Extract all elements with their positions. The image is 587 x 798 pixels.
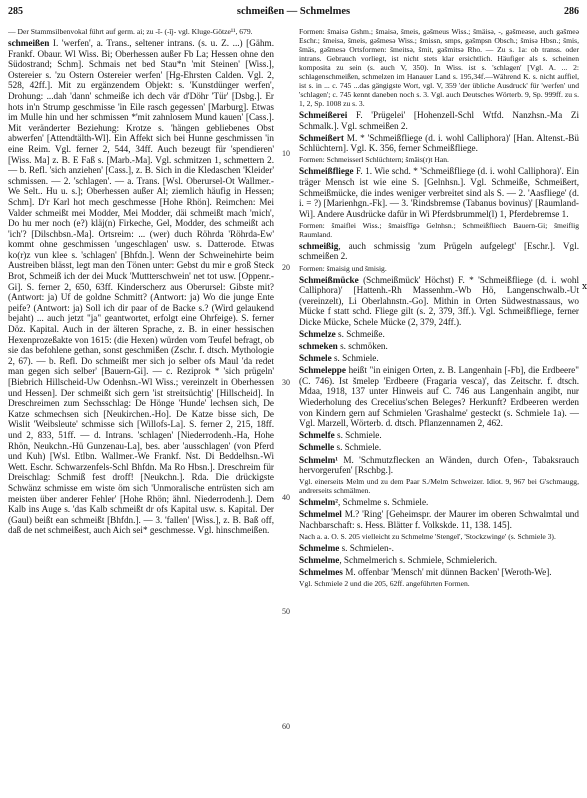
dictionary-entry bbox=[299, 455, 579, 476]
note-paragraph bbox=[299, 532, 579, 541]
headword: Schmelme bbox=[299, 555, 340, 566]
dictionary-entry bbox=[8, 38, 274, 536]
dictionary-entry bbox=[299, 275, 579, 328]
line-number: 50 bbox=[282, 607, 290, 616]
entry-text: M. * 'Schmeißfliege (d. i. wohl Calliphora)' [Han. Altenst.-Bü Schlüchtern]. Vgl. K. 356, ferner Schmeißfliege. bbox=[299, 132, 579, 154]
entry-text: Formen: Schmeisserl Schlüchtern; šmāis(r)t Han. bbox=[299, 155, 449, 165]
note-paragraph bbox=[299, 579, 579, 588]
dictionary-entry bbox=[299, 329, 579, 340]
entry-text: s. Schmiele. bbox=[334, 430, 382, 441]
headword: Schmeißert bbox=[299, 132, 344, 143]
headword: Schmelmel bbox=[299, 509, 342, 520]
entry-text: F. 'Prügelei' [Hohenzell-Schl Wtfd. Nanzhsn.-Ma Zi Schmalk.]. Vgl. schmeißen 2. bbox=[299, 110, 579, 131]
dictionary-entry bbox=[299, 365, 579, 429]
right-column bbox=[299, 26, 579, 796]
note-paragraph bbox=[299, 477, 579, 495]
entry-text: s. Schmiele. bbox=[334, 442, 382, 453]
entry-text: M. 'Schmutzflecken an Wänden, durch Ofen-, Tabaksrauch hervorgerufen' [Rschbg.]. bbox=[299, 454, 579, 476]
headword: schmeißig bbox=[299, 240, 339, 251]
entry-text: F. 1. Wie schd. * 'Schmeißfliege (d. i. wohl Calliphora)'. Ein träger Mensch ist wie eine S. [Gelnhsn.]. Vgl. Schmeiße, Schmeißert, Schmeißmücke, die indes weniger verbreitet sind als S. — 2. 'Aasfliege' (d. i. = ?) [Marienhgn.-Fk]. — 3. 'Rindsbremse (Tabanus bovinus)' [Raumland-Wi]. Andere Ausdrücke dafür in Wi Pferdsbrummel(l) 1, Pferdebremse 1. bbox=[299, 166, 579, 219]
note-paragraph bbox=[8, 27, 274, 36]
entry-text: Formen: šmaisə Gshm.; šmaisə, šmeis, gəšmeus Wiss.; šmäisə, -, gəšmeəse, auch gəšmeə Eschr.; šmeisə, šmeis, gəšmesə Wiss.; šmissn, smps, gəšmpsn Obsch.; šmisə Hbsn.; šmis, šmäs, gəšmesə Ortsformen: šmeitsə, šmit, gəšmitsə Rho. — Zu s. 1a: ob transs. oder intrans. Gebrauch vorliegt, ist nicht stets klar ersichtlich. Häufiger als s. scheinen komposita zu sein (s. auch V, 350). In Wiss. ist s. 'schlagen' [Vgl. A. ... 2: schlagenschmeißen, schmelzen im Hanauer Land s. 195,34f.—Während K. s. nicht auffiel, ist s. in ... c. 745 ...das gängigste Wort, vgl. V, 359 'der übliche Ausdruck' für 'werfen' und 'schlagen'; c. 745 kennt daneben noch s. 3. Vgl. auch Deutsches Wörterb. 9, Sp. 999ff. zu s. 1, 2, Sp. 1008 zu s. 3. bbox=[299, 27, 579, 108]
headword: Schmeißmücke bbox=[299, 274, 359, 285]
entry-text: heißt "in einigen Orten, z. B. Langenhain [-Fb], die Erdbeere" (C. 746). Ist šmelep 'Erdbeere (Fragaria vesca)', das Zeitschr. f. dtsch. Mdaa, 1918, 137 unter Hinweis auf C. 746 aus Langenhain angibt, nur Wiederholung des Crecelius'schen Beleges? Herkunft? Erdbeeren werden von Kindern gern auf Schmielen 'Grashalme' gesteckt (s. Schmiele 1a). — Vgl. Marzell, Wörterb. d. dtsch. Pflanzennamen 2, 462. bbox=[299, 365, 579, 429]
headword: Schmele bbox=[299, 353, 332, 364]
entry-text: — Der Stammsilbenvokal führt auf germ. ai; zu -ī- (-īj- vgl. Kluge-Götze¹¹, 679. bbox=[8, 27, 253, 36]
headword: schmeken bbox=[299, 341, 338, 352]
entry-text: , Schmelme s. Schmiele. bbox=[338, 497, 429, 508]
line-number: 40 bbox=[282, 493, 290, 502]
line-number: 30 bbox=[282, 378, 290, 387]
note-paragraph bbox=[299, 264, 579, 273]
dictionary-entry bbox=[299, 133, 579, 154]
headword: schmeißen bbox=[8, 38, 50, 48]
entry-text: s. Schmiele. bbox=[331, 353, 379, 364]
page-number-left: 285 bbox=[8, 6, 23, 17]
dictionary-entry bbox=[299, 353, 579, 364]
page-number-right: 286 bbox=[564, 6, 579, 17]
entry-text: s. Schmielen-. bbox=[339, 543, 394, 553]
dictionary-entry bbox=[299, 497, 579, 508]
entry-text: Nach a. a. O. S. 205 vielleicht zu Schmelme 'Stengel', 'Stockzwinge' (s. Schmiele 3). bbox=[299, 532, 556, 541]
entry-text: (Schmeißmück' Höchst) F. * 'Schmeißfliege (d. i. wohl Calliphora)' [Hattenh.-Rh Massenhm.-Wb Hö, Langenschwalb.-Ut (vereinzelt), Li Oberlahnstn.-Go]. Mithin in Orten Südwestnassaus, wo Mücke f statt schd. Fliege gilt (s. 2, 379, 3ff.). Vgl. Schmeißfliege, ferner Dicke Mücke, Schele Mücke (2, 379, 24ff.). bbox=[299, 274, 579, 327]
entry-text: , auch schmissig 'zum Prügeln aufgelegt' [Eschr.]. Vgl. schmeißen 2. bbox=[299, 240, 579, 262]
headword: Schmelm¹ bbox=[299, 454, 338, 465]
entry-text: M.? 'Ring' [Geheimspr. der Maurer im oberen Schwalmtal und Nachbarschaft: s. Hess. Blätter f. Volkskde. 11, 138. 145]. bbox=[299, 509, 579, 530]
entry-text: s. schmöken. bbox=[337, 341, 388, 352]
dictionary-entry bbox=[299, 430, 579, 441]
entry-text: Vgl. Schmiele 2 und die 205, 62ff. angeführten Formen. bbox=[299, 579, 470, 589]
note-paragraph bbox=[299, 221, 579, 239]
headword: Schmelze bbox=[299, 329, 336, 339]
entry-text: Formen: šmaisig und šmisig. bbox=[299, 263, 387, 273]
headword: Schmelm² bbox=[299, 497, 338, 508]
margin-mark: x bbox=[582, 282, 587, 292]
entry-text: M. offenbar 'Mensch' mit dünnen Backen' [Weroth-We]. bbox=[342, 567, 552, 578]
headword: Schmeißerei bbox=[299, 110, 348, 120]
dictionary-entry bbox=[299, 341, 579, 352]
line-number: 60 bbox=[282, 722, 290, 731]
headword: Schmelmes bbox=[299, 567, 343, 578]
dictionary-entry bbox=[299, 442, 579, 453]
headword: Schmelme bbox=[299, 543, 340, 553]
dictionary-entry bbox=[299, 555, 579, 566]
running-title: schmeißen — Schmelmes bbox=[236, 6, 351, 17]
line-number: 20 bbox=[282, 263, 290, 272]
entry-text: Formen: šmaiflei Wiss.; šmaisflīgə Gelnhsn.; Schmeißfliech Bauern-Gi; šmeiflig Raumland. bbox=[299, 220, 579, 239]
entry-text: s. Schmeiße. bbox=[335, 329, 385, 339]
headword: Schmeißfliege bbox=[299, 166, 354, 177]
dictionary-entry bbox=[299, 110, 579, 131]
note-paragraph bbox=[299, 27, 579, 108]
headword: Schmelfe bbox=[299, 430, 335, 441]
page-header bbox=[0, 6, 587, 22]
headword: Schmelle bbox=[299, 442, 335, 453]
entry-text: I. 'werfen', a. Trans., seltener intrans. (s. u. Z. ...) [Gähm. Frankf. Obaur. Wl Wiss. Bi; Oberhessen außer Fb La; Hessen ohne den Südostrand; Schm]. Schmais net bed Stau*n 'mit Steinen' [Wiss.], Ostereier s. 'zu Ostern Ostereier werfen' [Hg-Ehrsten Calden. Vgl. 2, 528, 42ff.]. Mit zu ergänzendem Objekt: s. 'Kunstdünger werfen', Drohung: ...dah 'dann' schmeiße ich dech vär d'Döhr 'Tür' [Dsbg.]. Er hots in'n Strump geschmisse 'in Eile rasch gegessen' [Marburg]. Etwas im Mulle hin und her schmissen *'mit zahnlosem Mund kauen' [Cass.]. Mit veränderter Beziehung: Krotze s. 'hängen gebliebenes Obst abwerfen' [Attendtälth-Wl]. Ein Affekt sich bei Hunne geschmissen 'in eine Reim. Vgl. ferner 2, 544, 34ff. Auch bezeugt für 'spendieren' [Wiss. Ma] z. B. E Faß s. [Marb.-Ma]. Vgl. schmitzen 1, schmettern 2. — b. Refl. 'sich anziehen' [Cass.], z. B. Sich in die Kledaschen 'Kleider' schmissen. — 2. 'schlagen'. — a. Trans. [Wsl. Oberursel-Ot Wallmer.-We Selt.. Hu u. s.]; Oberhessen außer Al; ziemlich häufig in Hessen; Schm]. D'r Karl hot mech geschmesse [Hohe Rhön]. Reimchen: Mei Valder schmeißt mei Modder, Mei Modder, däi schmeißt mach 'mich', Do hu mer noch (e?) kläj(n) Firkeche, Gel, Modder, des schmeißt ach 'ich'? [Dilschbsn.-Ma]. Ortsreim: ... (wer) duch Röhrda 'Röhrda-Ew' kommt ohne geschmissen 'ungeschlagen' usw. s. Datterode. Etwas ko(r)z vun klee s. 'schlagen' [Bhfdn.]. Wenn der Schweinehirte beim Austreiben blässt, legt man den Tönen unter: Gebst du mir e groß Steck Brot, Schmeiß ich der dei Muck 'Muttterschwein' net tot usw. [Oppenr.-Gi]. S. ferner 2, 650, 63ff. Kinderscherz aus Oberursel: Gibste mit? (Antwort: ja) Uf de goldne Schmitt? (Antwort: ja) Wo die junge Ente peife? (Antwort: ja) Soll ich dir paar of de Backe s.? (Wird gelaukend bejaht) ... auch jetzt "ja" geantwortet, erfolgt eine Ohrfeige). S. ferner Döz. Kapital. Auch in der älteren Sprache, z. B. in einer hessischen Hexenprozeßakte von 1615: (die Hexen) würden vom Teufel befragt, ob sie das befohlene gethan, sonst geschmißen (Zschr. f. dtsch. Mythologie 2, 67). — b. Refl. Do schmeißt mer sich jo selber ofs Maul 'da redet man gegen sich selber' [Bauern-Gi]. — c. Reziprok * 'sich prügeln' [Biebrich Hillscheid-Uw Odenhsn.-Wl Wiss.; vereinzelt in Oberhessen und Hessen]. Der schmeißt sich gern 'ist streitsüchtig' [Hillscheid]. In Dreschreimen zum Sechsschlag: De Hönge 'Hunde' lechsen sich, De Katze schmechsen sich [Neukirchen.-Ho]. De Katze bisse sich, De Wislit 'Weibsleute' schmisse sich [Willofs-La]. S. ferner 2, 215, 18ff. und 2, 833, 51ff. — d. Intrans. 'schlagen' [Niederrodenh.-Ha, Hohe Rhön, Neukchn.-Hü Gunzenau-La], bes. aber 'ausschlagen' (von Pferd und Kuh) [Wsl. Etlbn. Wallmer.-We Frankf. Nst. Di Beddelhsn.-Wi Wett. Eschr. Schwarzenfels-Schl Bhfdn. Ma Ro Hbsn.]. Dreschreim für Dreischlag: Schmiß fest droff! [Neukchn.]. Rda. Die drückigste Schwänz schmisse em wiste öm sich 'Unmoralische entrüsten sich am meisten über anderer Fehler' [Hohe Rhön; ähnl. Niederrodenh.]. Dem Kalb ins Auge s. 'das Kalb schmeißt dr ofs Kapital usw. s. Kapital. Der (Gaul) beißt ean schmeißt [Bhfdn.]. — 3. 'fallen' [Wiss.], z. B. Baß off, daß de net schmeißest, auch Aich sei* geschmesse. Vgl. hinschmeißen. bbox=[8, 38, 274, 536]
dictionary-entry bbox=[299, 567, 579, 578]
dictionary-entry bbox=[299, 543, 579, 554]
line-number: 10 bbox=[282, 149, 290, 158]
dictionary-entry bbox=[299, 241, 579, 262]
headword: Schmeleppe bbox=[299, 365, 346, 376]
dictionary-entry bbox=[299, 509, 579, 530]
dictionary-entry bbox=[299, 166, 579, 219]
entry-text: Vgl. einerseits Melm und zu dem Paar S./Melm Schweizer. Idiot. 9, 967 bei G'schmaugg, andrerseits schmälmen. bbox=[299, 477, 579, 496]
note-paragraph bbox=[299, 155, 579, 164]
entry-text: , Schmelmerich s. Schmiele, Schmielerich. bbox=[339, 555, 497, 566]
left-column bbox=[8, 26, 274, 796]
